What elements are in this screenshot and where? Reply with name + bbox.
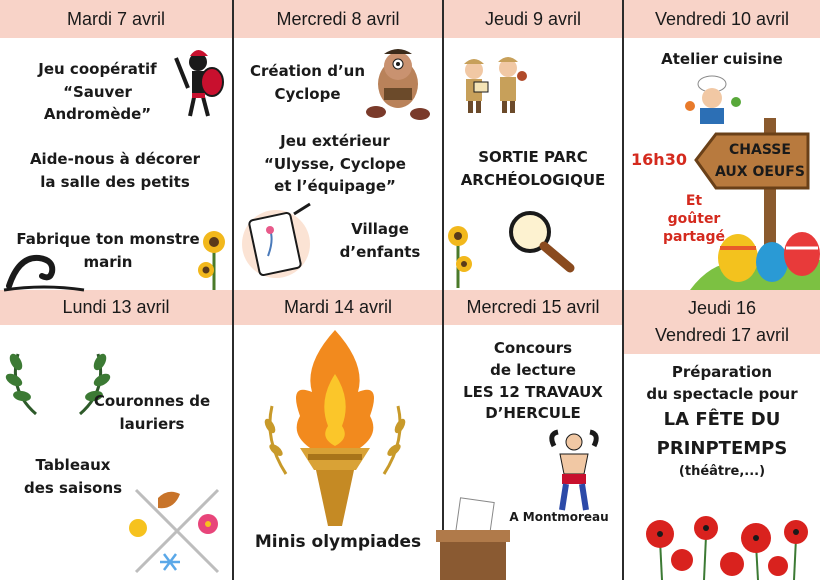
cyclops-icon [358, 44, 438, 122]
day-header-thursday-friday [624, 290, 820, 354]
day-header-line: Vendredi 17 avril [654, 325, 790, 345]
activity-gouter-partage: Et goûter partagé [662, 193, 726, 246]
activity-concours-lecture: Concours de lecture LES 12 TRAVAUX D’HERCULE [463, 339, 603, 423]
day-header-friday-10: Vendredi 10 avril [624, 0, 820, 38]
activity-fete-printemps: LA FÊTE DU PRINPTEMPS [656, 409, 788, 459]
time-16h30: 16h30 [631, 150, 687, 169]
drawing-tablet-icon [240, 200, 318, 282]
olympic-torch-icon [260, 330, 410, 526]
hercules-icon [546, 430, 602, 512]
magnifying-glass-icon [504, 208, 578, 274]
sunflower-icon [196, 226, 232, 290]
tentacle-icon [4, 246, 84, 290]
seasons-icon [122, 484, 228, 576]
day-header-tuesday-7: Mardi 7 avril [0, 0, 232, 38]
location-montmoreau: A Montmoreau [509, 510, 609, 524]
activity-jeu-exterieur: Jeu extérieur “Ulysse, Cyclope et l’équipage” [264, 132, 406, 195]
poppies-icon [636, 510, 820, 580]
day-header-wednesday-8: Mercredi 8 avril [234, 0, 442, 38]
activity-theatre: (théâtre,...) [678, 464, 766, 479]
activity-atelier-cuisine: Atelier cuisine [661, 50, 783, 68]
day-header-wednesday-15: Mercredi 15 avril [444, 290, 622, 325]
activity-preparation-spectacle: Préparation du spectacle pour [646, 363, 798, 403]
day-header-thursday-9: Jeudi 9 avril [444, 0, 622, 38]
activity-sortie-parc: SORTIE PARC ARCHÉOLOGIQUE [460, 148, 606, 189]
activity-creation-cyclope: Création d’un Cyclope [249, 62, 365, 103]
activity-jeu-cooperatif: Jeu coopératif “Sauver Andromède” [38, 60, 157, 123]
activity-couronnes-lauriers: Couronnes de lauriers [93, 392, 211, 433]
day-header-line: Jeudi 16 [687, 298, 757, 319]
sunflower-icon [444, 222, 476, 288]
spartan-warrior-icon [168, 48, 226, 118]
activity-decorer-salle: Aide-nous à décorer la salle des petits [29, 150, 201, 191]
day-header-monday-13: Lundi 13 avril [0, 290, 232, 325]
day-header-tuesday-14: Mardi 14 avril [234, 290, 442, 325]
explorer-kids-icon [452, 54, 532, 114]
activity-minis-olympiades: Minis olympiades [254, 532, 422, 552]
sign-chasse-aux-oeufs: CHASSE AUX OEUFS [715, 142, 805, 180]
activity-tableaux-saisons: Tableaux des saisons [23, 456, 123, 497]
activity-monstre-marin: Fabrique ton monstre marin [16, 230, 200, 271]
activity-village-enfants: Village d’enfants [339, 220, 421, 261]
